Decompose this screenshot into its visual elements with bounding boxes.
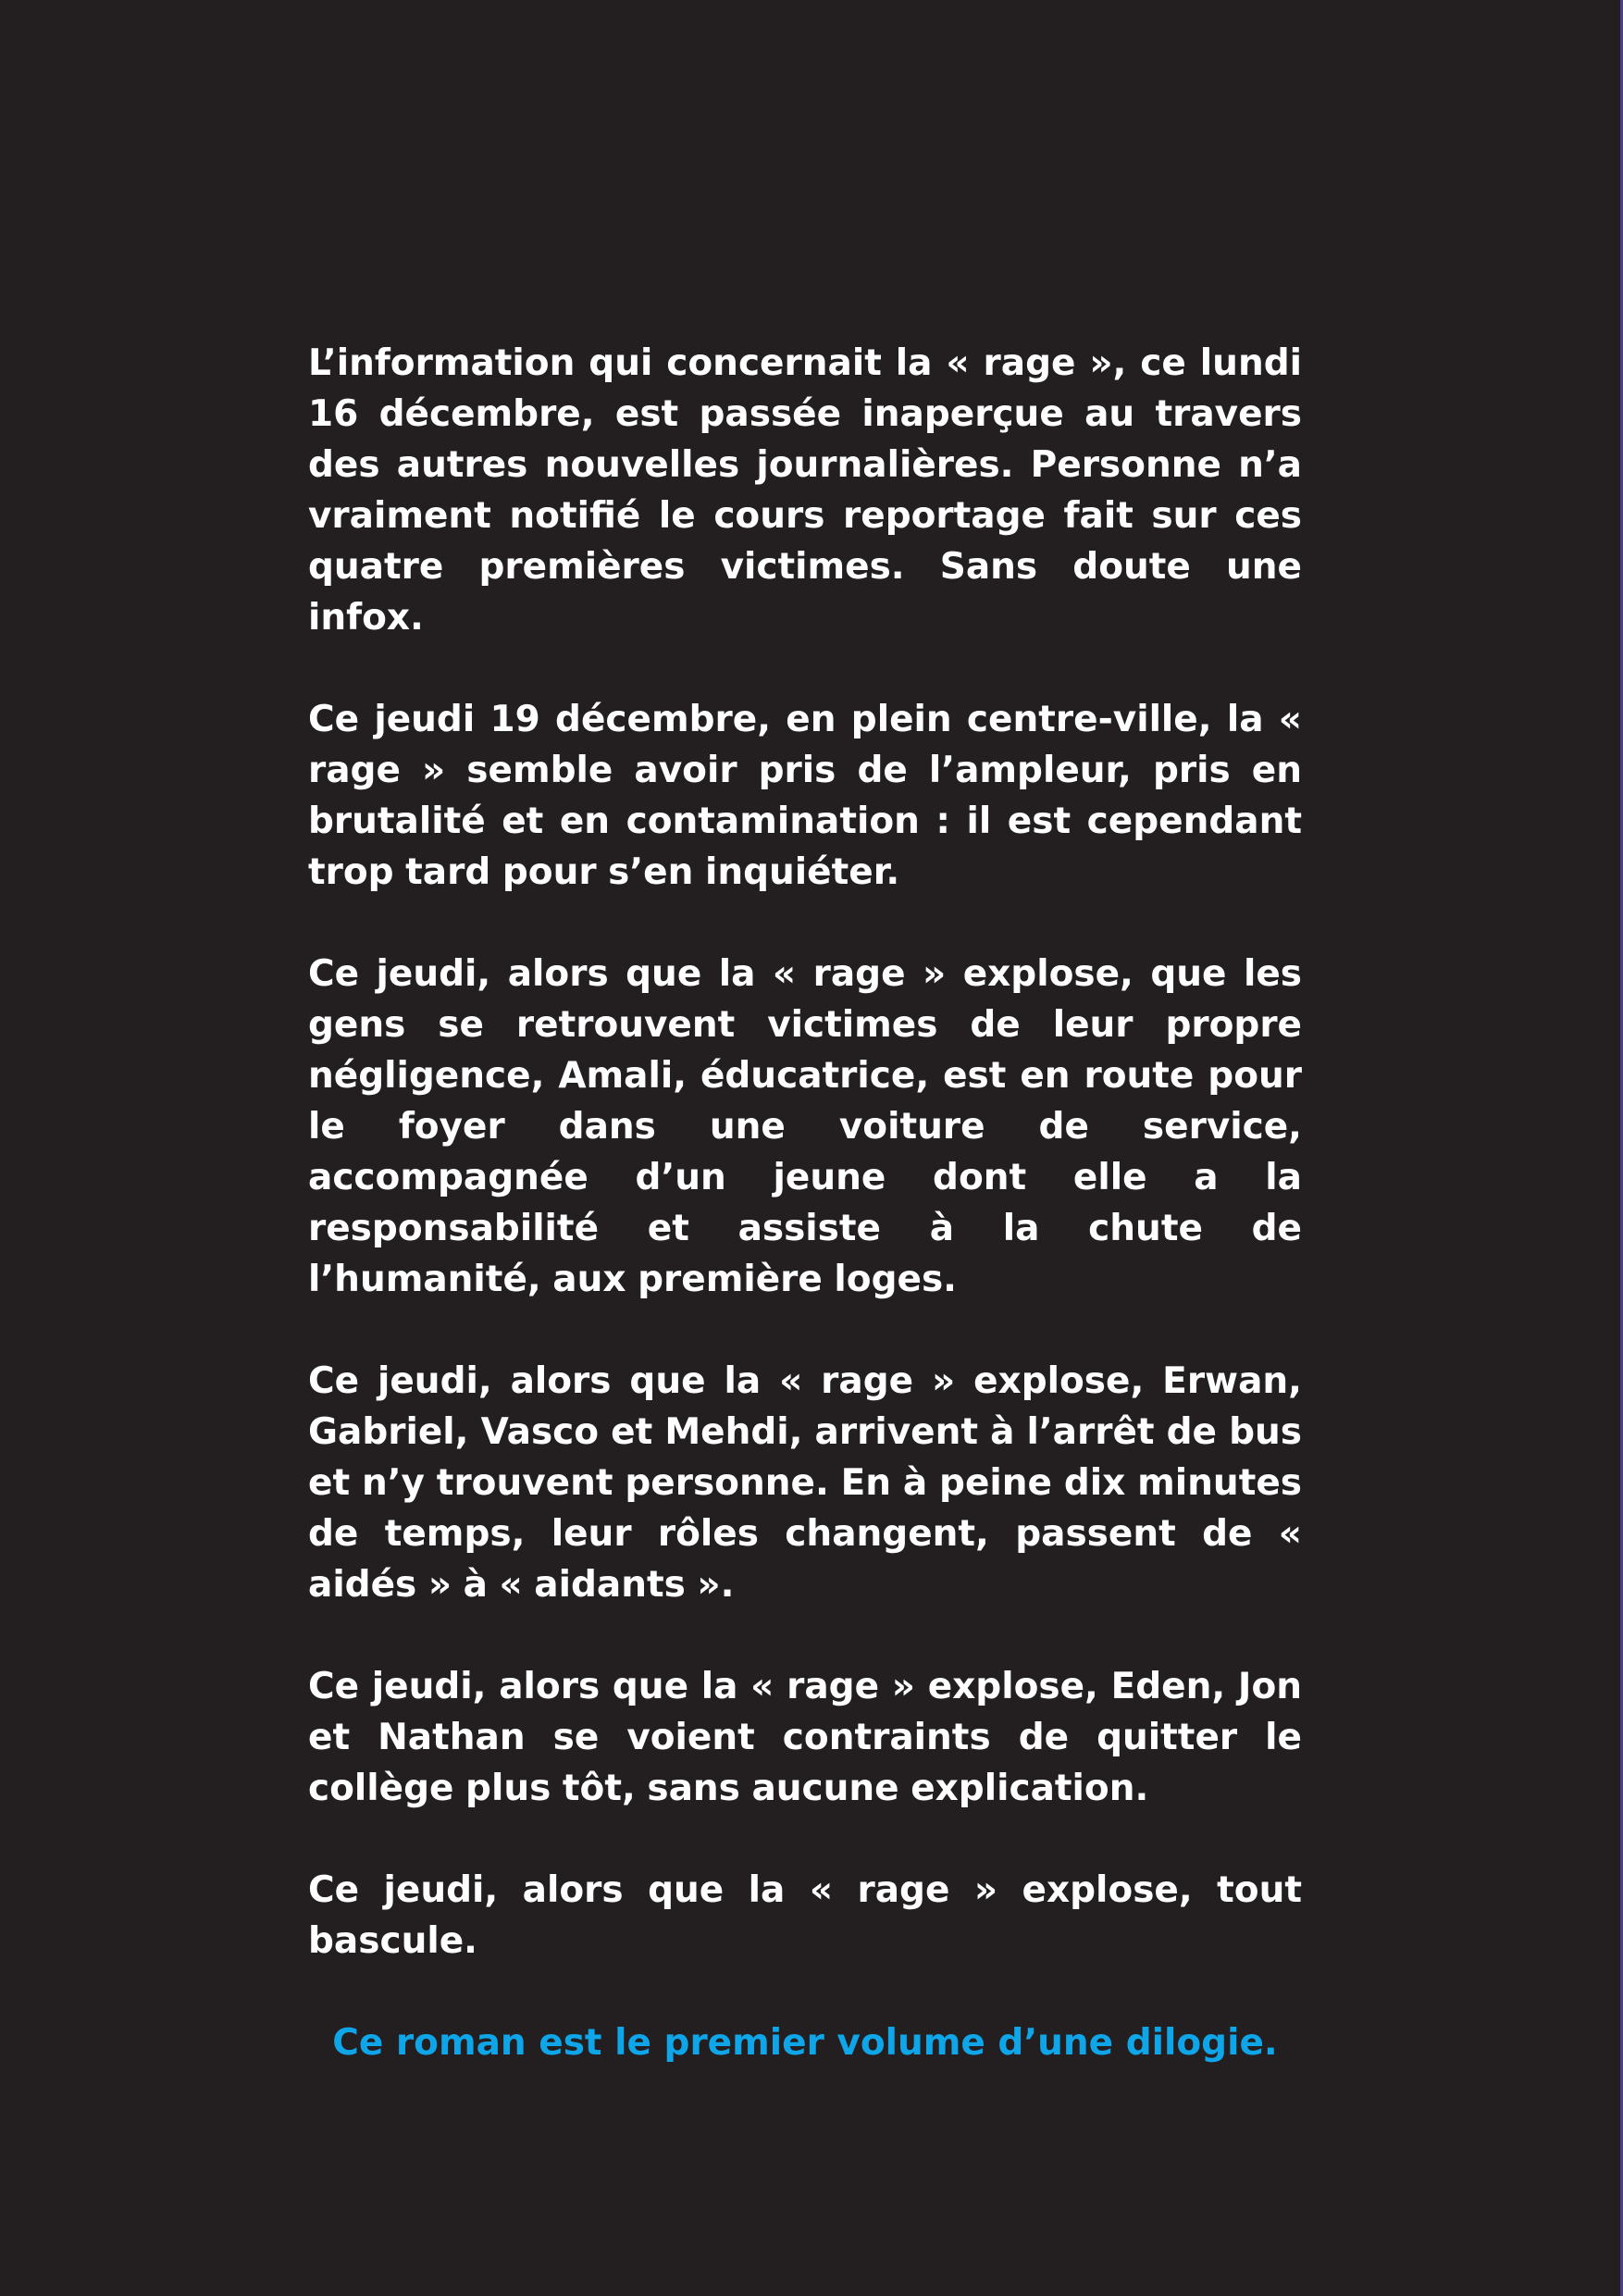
summary-paragraph-6: Ce jeudi, alors que la « rage » explose, tout bascule. xyxy=(308,1869,1302,1962)
back-cover-summary xyxy=(308,338,1302,2068)
summary-paragraph-5: Ce jeudi, alors que la « rage » explose, Eden, Jon et Nathan se voient contraints de quitter le collège plus tôt, sans aucune explication. xyxy=(308,1666,1302,1809)
summary-paragraph-4: Ce jeudi, alors que la « rage » explose, Erwan, Gabriel, Vasco et Mehdi, arrivent à l’arrêt de bus et n’y trouvent personne. En à peine dix minutes de temps, leur rôles changent, passent de « aidés » à « aidants ». xyxy=(308,1360,1302,1606)
summary-paragraph-2: Ce jeudi 19 décembre, en plein centre-ville, la « rage » semble avoir pris de l’ampleur, pris en brutalité et en contamination : il est cependant trop tard pour s’en inquiéter. xyxy=(308,699,1302,893)
series-note: Ce roman est le premier volume d’une dilogie. xyxy=(332,2022,1278,2064)
summary-paragraph-1: L’information qui concernait la « rage », ce lundi 16 décembre, est passée inaperçue au travers des autres nouvelles journalières. Personne n’a vraiment notifié le cours reportage fait sur ces quatre premières victimes. Sans doute une infox. xyxy=(308,342,1302,639)
summary-paragraph-3: Ce jeudi, alors que la « rage » explose, que les gens se retrouvent victimes de leur propre négligence, Amali, éducatrice, est en route pour le foyer dans une voiture de service, accompagnée d’un jeune dont elle a la responsabilité et assiste à la chute de l’humanité, aux première loges. xyxy=(308,953,1302,1300)
